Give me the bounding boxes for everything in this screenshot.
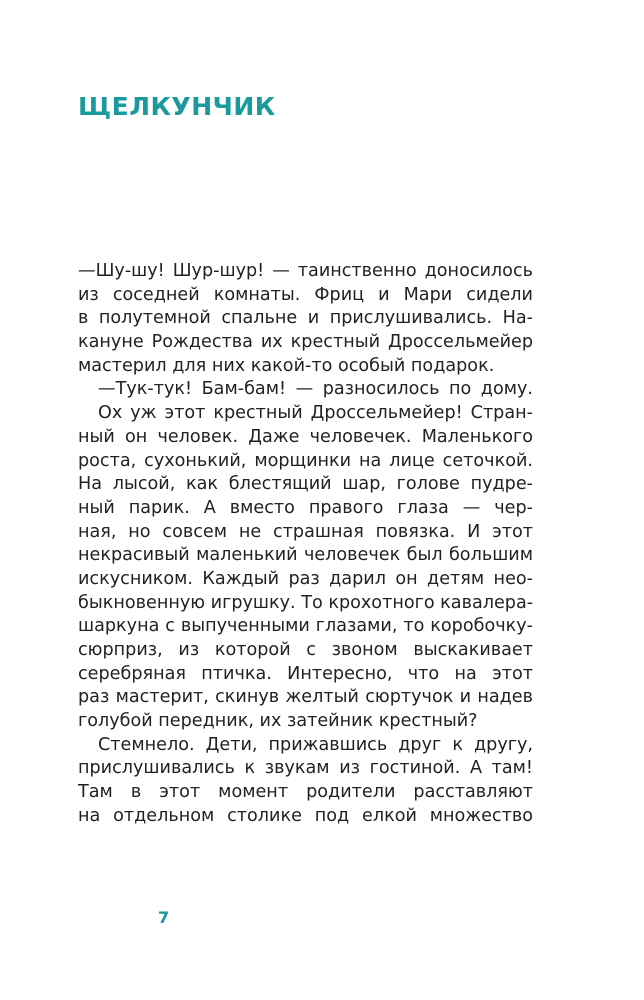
text-line: на отдельном столике под елкой множество bbox=[78, 805, 533, 826]
text-line: ная, но совсем не страшная повязка. И этот bbox=[78, 521, 533, 542]
text-line: раз мастерит, скинув желтый сюртучок и надев bbox=[78, 687, 533, 708]
text-line: Ох уж этот крестный Дроссельмейер! Стран- bbox=[98, 403, 533, 424]
text-line: голубой передник, их затейник крестный? bbox=[78, 711, 478, 732]
text-line: шаркуна с выпученными глазами, то коробочку- bbox=[78, 616, 533, 637]
text-line: —Шу-шу! Шур-шур! — таинственно доносилось bbox=[78, 261, 533, 281]
text-line: ный он человек. Даже человечек. Маленького bbox=[78, 426, 533, 447]
text-line: серебряная птичка. Интересно, что на этот bbox=[78, 663, 533, 684]
text-line: прислушивались к звукам из гостиной. А там! bbox=[78, 758, 533, 779]
chapter-title: ЩЕЛКУНЧИК bbox=[78, 92, 276, 121]
text-line: Стемнело. Дети, прижавшись друг к другу, bbox=[98, 734, 533, 755]
text-line: некрасивый маленький человечек был большим bbox=[78, 545, 533, 566]
text-line: роста, сухонький, морщинки на лице сеточкой. bbox=[78, 450, 533, 471]
text-line: быкновенную игрушку. То крохотного кавалера- bbox=[78, 592, 534, 613]
text-line: —Тук-тук! Бам-бам! — разносилось по дому. bbox=[98, 379, 533, 400]
text-line: Там в этот момент родители расставляют bbox=[78, 782, 533, 803]
page-number: 7 bbox=[158, 908, 170, 927]
text-line: из соседней комнаты. Фриц и Мари сидели bbox=[78, 284, 533, 305]
text-line: сюрприз, из которой с звоном выскакивает bbox=[78, 640, 533, 660]
text-line: кануне Рождества их крестный Дроссельмейер bbox=[78, 332, 533, 353]
text-line: мастерил для них какой-то особый подарок. bbox=[78, 355, 495, 376]
text-line: На лысой, как блестящий шар, голове пудре- bbox=[78, 474, 533, 495]
text-line: в полутемной спальне и прислушивались. На- bbox=[78, 308, 533, 329]
text-line: ный парик. А вместо правого глаза — чер- bbox=[78, 497, 533, 518]
text-line: искусником. Каждый раз дарил он детям нео- bbox=[78, 568, 533, 589]
body-text bbox=[78, 260, 533, 829]
